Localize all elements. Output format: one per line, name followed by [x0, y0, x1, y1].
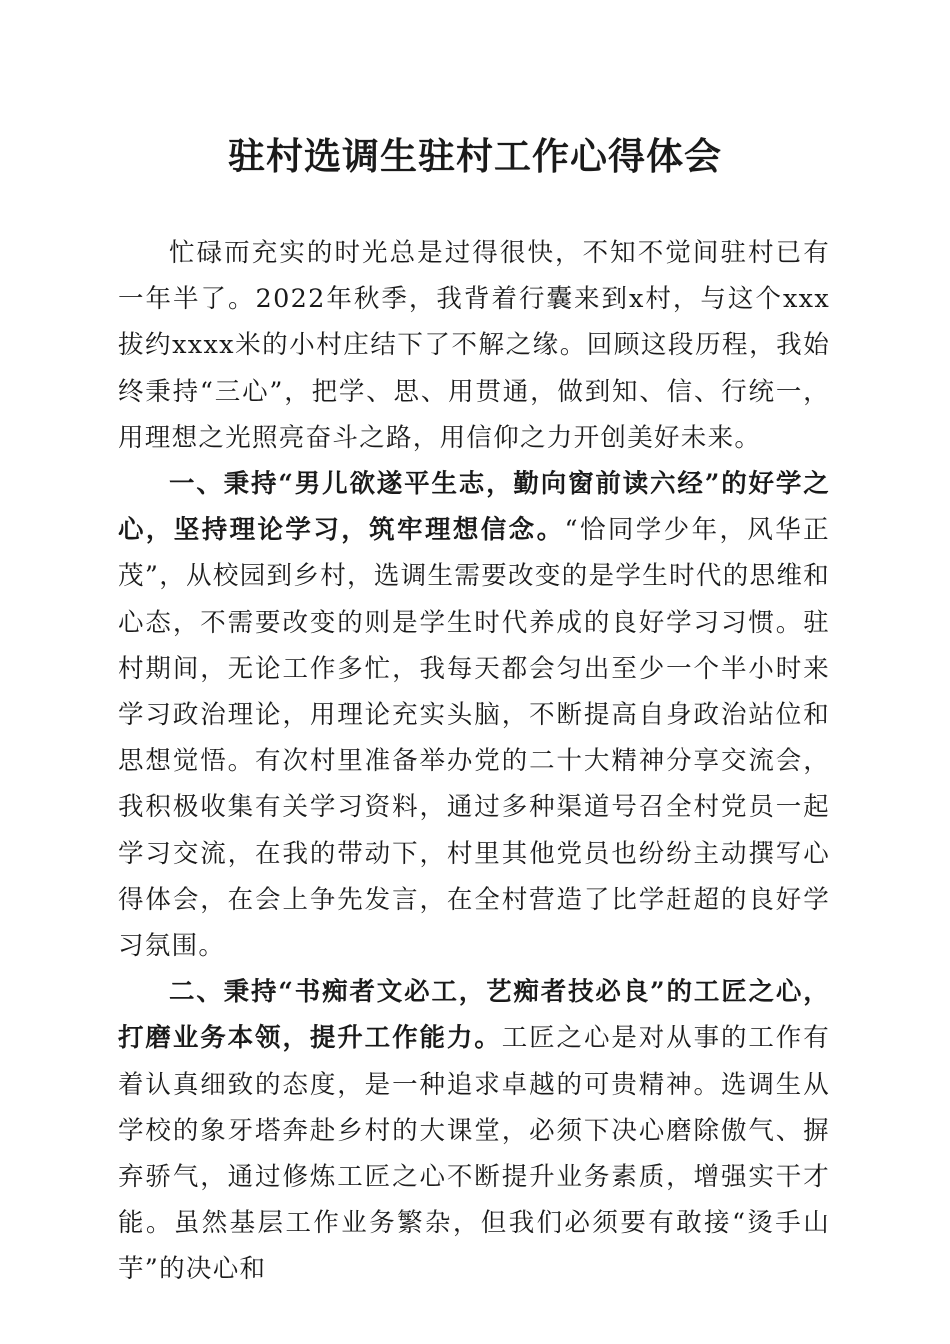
section-1-text: “恰同学少年，风华正茂”，从校园到乡村，选调生需要改变的是学生时代的思维和心态，不需要改变的则是学生时代养成的良好学习习惯。驻村期间，无论工作多忙，我每天都会匀出至少一个半小时来学习政治理论，用理论充实头脑，不断提高自身政治站位和思想觉悟。有次村里准备举办党的二十大精神分享交流会，我积极收集有关学习资料，通过多种渠道号召全村党员一起学习交流，在我的带动下，村里其他党员也纷纷主动撰写心得体会，在会上争先发言，在全村营造了比学赶超的良好学习氛围。: [118, 515, 830, 962]
section-1-heading: 一、秉持“男儿欲遂平生志，勤向窗前读六经”的好学之心，坚持理论学习，筑牢理想信念。: [118, 469, 830, 546]
paragraph-section-1: [118, 461, 830, 969]
document-title: 驻村选调生驻村工作心得体会: [228, 134, 722, 178]
paragraph-intro: [118, 230, 830, 461]
paragraph-section-2: [118, 969, 830, 1292]
section-2-text: 工匠之心是对从事的工作有着认真细致的态度，是一种追求卓越的可贵精神。选调生从学校的象牙塔奔赴乡村的大课堂，必须下决心磨除傲气、摒弃骄气，通过修炼工匠之心不断提升业务素质，增强实干才能。虽然基层工作业务繁杂，但我们必须要有敢接“烫手山芋”的决心和: [118, 1023, 831, 1285]
section-2-heading: 二、秉持“书痴者文必工，艺痴者技必良”的工匠之心，打磨业务本领，提升工作能力。: [118, 977, 830, 1054]
paragraph-intro-text: 忙碌而充实的时光总是过得很快，不知不觉间驻村已有一年半了。2022年秋季，我背着行囊来到x村，与这个xxx拔约xxxx米的小村庄结下了不解之缘。回顾这段历程，我始终秉持“三心”，把学、思、用贯通，做到知、信、行统一，用理想之光照亮奋斗之路，用信仰之力开创美好未来。: [118, 238, 830, 453]
document-body: [118, 230, 830, 1293]
